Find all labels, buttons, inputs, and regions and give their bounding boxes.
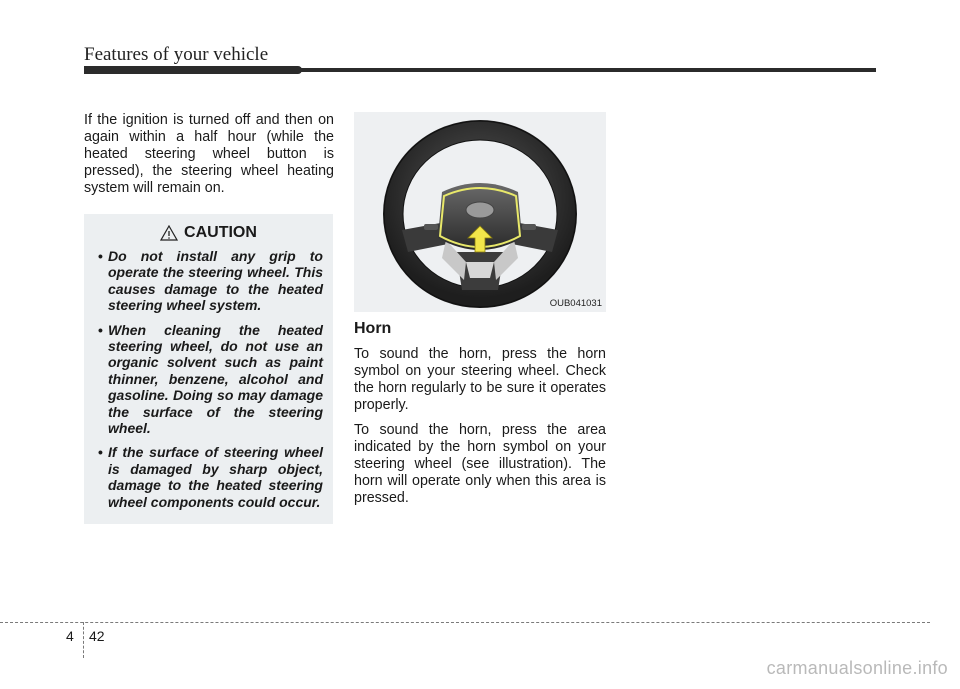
caution-item: • If the surface of steering wheel is damaged by sharp object, damage to the heated steering wheel components could occur. bbox=[94, 444, 323, 510]
page-header-title: Features of your vehicle bbox=[84, 44, 269, 65]
horn-paragraph-2: To sound the horn, press the area indicated by the horn symbol on your steering wheel (see illustration). The horn will operate only when this area is pressed. bbox=[354, 422, 606, 506]
warning-triangle-icon bbox=[160, 225, 178, 241]
footer-divider bbox=[83, 622, 84, 658]
caution-title: CAUTION bbox=[184, 224, 257, 241]
page-number: 42 bbox=[89, 628, 105, 644]
intro-paragraph: If the ignition is turned off and then on again within a half hour (while the heated steering wheel button is pressed), the steering wheel heating system will remain on. bbox=[84, 112, 334, 196]
footer-rule bbox=[0, 622, 930, 623]
left-column bbox=[84, 112, 334, 205]
caution-item: • When cleaning the heated steering wheel, do not use an organic solvent such as paint thinner, benzene, alcohol and gasoline. Doing so may damage the surface of the steering wheel. bbox=[94, 322, 323, 437]
chapter-number: 4 bbox=[66, 628, 74, 644]
horn-heading: Horn bbox=[354, 320, 392, 337]
middle-column bbox=[354, 112, 606, 515]
caution-box bbox=[84, 214, 333, 524]
caution-item: • Do not install any grip to operate the steering wheel. This causes damage to the heated steering wheel system. bbox=[94, 248, 323, 314]
horn-paragraph-1: To sound the horn, press the horn symbol on your steering wheel. Check the horn regularly to be sure it operates properly. bbox=[354, 346, 606, 413]
watermark-link[interactable]: carmanualsonline.info bbox=[766, 658, 948, 678]
caution-list bbox=[94, 248, 323, 510]
header-rule bbox=[84, 68, 876, 72]
caution-header bbox=[94, 224, 323, 242]
steering-wheel-illustration-icon bbox=[354, 112, 606, 312]
steering-wheel-figure bbox=[354, 112, 606, 312]
figure-code: OUB041031 bbox=[549, 298, 602, 309]
